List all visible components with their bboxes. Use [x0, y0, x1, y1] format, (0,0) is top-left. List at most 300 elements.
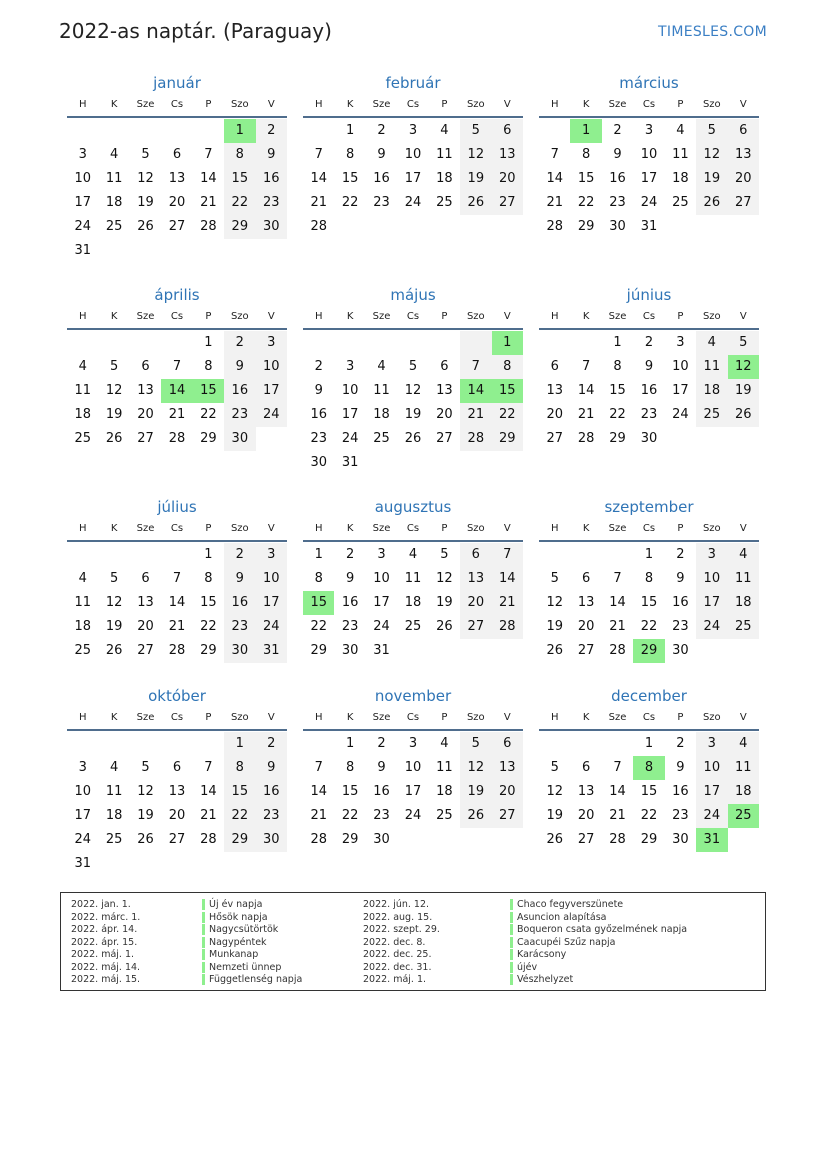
legend-date: 2022. szept. 29. — [363, 924, 440, 935]
day-cell: 11 — [436, 760, 453, 775]
day-cell: 23 — [224, 403, 255, 427]
day-cell: 10 — [404, 147, 422, 162]
day-cell: 24 — [256, 403, 287, 427]
weekday-label: V — [267, 523, 275, 534]
day-cell: 7 — [172, 359, 182, 374]
empty-day-cell — [67, 543, 98, 567]
day-cell: 25 — [436, 195, 453, 210]
day-cell: 12 — [696, 143, 727, 167]
empty-day-cell — [460, 331, 491, 355]
weekday-label: Sze — [372, 311, 391, 322]
weekday-label: V — [267, 712, 275, 723]
day-cell: 28 — [200, 832, 217, 847]
day-cell: 31 — [256, 639, 287, 663]
day-cell: 16 — [640, 383, 658, 398]
day-cell: 27 — [137, 643, 154, 658]
day-cell: 8 — [204, 359, 213, 374]
day-cell: 9 — [256, 143, 287, 167]
day-cell: 20 — [546, 407, 563, 422]
weekday-header — [303, 94, 523, 118]
day-cell: 14 — [168, 595, 186, 610]
weekday-label: K — [582, 99, 590, 110]
day-cell: 25 — [373, 431, 390, 446]
empty-day-cell — [161, 331, 192, 355]
day-cell: 22 — [200, 619, 217, 634]
day-cell: 26 — [404, 431, 422, 446]
weekday-label: Szo — [702, 712, 721, 723]
weekday-label: Szo — [230, 523, 249, 534]
page-title: 2022-as naptár. (Paraguay) — [59, 19, 332, 43]
weekday-label: Cs — [642, 311, 656, 322]
day-cell: 31 — [341, 455, 359, 470]
day-cell: 11 — [404, 571, 422, 586]
weekday-header — [303, 707, 523, 731]
weekday-label: Cs — [406, 712, 420, 723]
day-cell: 6 — [728, 119, 759, 143]
day-cell: 13 — [436, 383, 453, 398]
day-cell: 10 — [341, 383, 359, 398]
weekday-label: P — [677, 523, 684, 534]
day-cell: 6 — [460, 543, 491, 567]
day-cell: 29 — [640, 832, 658, 847]
weekday-label: H — [78, 99, 87, 110]
day-cell: 24 — [373, 619, 390, 634]
day-cell: 27 — [577, 643, 595, 658]
empty-day-cell — [429, 331, 460, 355]
day-cell: 24 — [404, 195, 422, 210]
day-cell: 27 — [546, 431, 563, 446]
legend-row — [202, 899, 302, 912]
day-cell: 5 — [141, 760, 150, 775]
legend-holiday-name: Új év napja — [202, 899, 262, 910]
day-cell: 28 — [310, 832, 327, 847]
weekday-label: V — [503, 311, 511, 322]
day-grid — [67, 543, 287, 663]
day-cell: 10 — [672, 359, 689, 374]
day-cell: 17 — [256, 379, 287, 403]
day-cell: 8 — [581, 147, 591, 162]
day-cell: 22 — [200, 407, 217, 422]
day-cell: 10 — [696, 756, 727, 780]
day-cell: 26 — [436, 619, 453, 634]
day-grid — [67, 331, 287, 451]
day-cell: 22 — [224, 191, 255, 215]
day-cell: 18 — [696, 379, 727, 403]
weekday-label: V — [503, 523, 511, 534]
month-name: november — [374, 687, 452, 705]
day-cell: 11 — [74, 595, 91, 610]
day-cell: 29 — [492, 427, 523, 451]
day-cell: 4 — [440, 736, 449, 751]
weekday-label: V — [739, 712, 747, 723]
month-calendar — [303, 685, 523, 852]
weekday-label: Cs — [406, 99, 420, 110]
day-cell: 15 — [200, 595, 217, 610]
day-cell: 13 — [728, 143, 759, 167]
day-cell: 18 — [672, 171, 689, 186]
weekday-label: H — [314, 99, 323, 110]
day-cell: 11 — [672, 147, 689, 162]
day-cell: 21 — [460, 403, 491, 427]
month-name: április — [154, 286, 200, 304]
day-cell: 25 — [728, 615, 759, 639]
weekday-label: K — [346, 523, 354, 534]
legend-date: 2022. dec. 25. — [363, 949, 432, 960]
day-cell: 2 — [676, 547, 685, 562]
weekday-label: V — [267, 99, 275, 110]
legend-row — [510, 962, 687, 975]
day-cell: 24 — [74, 832, 91, 847]
empty-day-cell — [303, 732, 334, 756]
day-cell: 5 — [109, 359, 119, 374]
month-name: szeptember — [604, 498, 694, 516]
empty-day-cell — [193, 119, 224, 143]
day-cell: 27 — [492, 191, 523, 215]
day-cell: 21 — [609, 808, 626, 823]
weekday-label: V — [739, 99, 747, 110]
day-cell: 16 — [224, 379, 255, 403]
day-cell: 12 — [105, 595, 123, 610]
weekday-label: Szo — [466, 311, 485, 322]
day-cell: 19 — [460, 780, 491, 804]
day-cell: 23 — [310, 431, 327, 446]
day-cell: 18 — [728, 780, 759, 804]
day-cell: 31 — [74, 856, 91, 871]
empty-day-cell — [98, 331, 129, 355]
weekday-header — [539, 707, 759, 731]
weekday-header — [539, 518, 759, 542]
day-cell: 2 — [644, 335, 654, 350]
day-cell: 19 — [105, 407, 123, 422]
day-cell: 23 — [256, 191, 287, 215]
day-cell: 13 — [577, 595, 595, 610]
day-cell: 26 — [546, 832, 563, 847]
day-cell: 16 — [672, 595, 689, 610]
day-cell: 20 — [137, 619, 154, 634]
day-cell: 8 — [492, 355, 523, 379]
day-cell: 8 — [644, 571, 654, 586]
day-cell: 25 — [672, 195, 689, 210]
legend-date: 2022. aug. 15. — [363, 911, 433, 923]
legend-row — [202, 974, 302, 987]
day-cell: 22 — [577, 195, 595, 210]
day-cell: 17 — [404, 171, 422, 186]
day-cell: 20 — [492, 780, 523, 804]
day-cell: 27 — [137, 431, 154, 446]
day-cell: 14 — [577, 383, 595, 398]
weekday-label: Sze — [136, 311, 155, 322]
day-cell: 4 — [696, 331, 727, 355]
legend-holiday-name: Függetlenség napja — [202, 974, 302, 985]
day-cell: 26 — [696, 191, 727, 215]
weekday-label: Cs — [406, 311, 420, 322]
weekday-label: V — [503, 712, 511, 723]
legend-row — [202, 962, 302, 975]
holiday-day-cell: 12 — [728, 355, 759, 379]
legend-holiday-name: Chaco fegyverszünete — [510, 899, 623, 910]
day-cell: 13 — [460, 567, 491, 591]
empty-day-cell — [161, 543, 192, 567]
day-cell: 23 — [224, 615, 255, 639]
day-cell: 28 — [168, 643, 186, 658]
day-cell: 14 — [200, 171, 217, 186]
day-cell: 8 — [224, 756, 255, 780]
weekday-label: H — [550, 99, 559, 110]
day-cell: 19 — [105, 619, 123, 634]
day-cell: 9 — [676, 571, 685, 586]
weekday-label: Sze — [608, 311, 627, 322]
weekday-label: Szo — [466, 99, 485, 110]
day-cell: 13 — [137, 595, 154, 610]
legend-holiday-name: Karácsony — [510, 949, 566, 960]
day-cell: 1 — [644, 547, 654, 562]
day-cell: 20 — [168, 808, 186, 823]
day-cell: 2 — [377, 123, 386, 138]
month-calendar — [539, 496, 759, 663]
empty-day-cell — [570, 331, 601, 355]
day-cell: 11 — [373, 383, 390, 398]
weekday-label: K — [110, 311, 118, 322]
month-name: december — [611, 687, 687, 705]
month-name: január — [153, 74, 201, 92]
day-cell: 2 — [224, 543, 255, 567]
site-logo-link[interactable]: TIMESLES.COM — [658, 24, 767, 40]
weekday-label: Cs — [170, 523, 184, 534]
empty-day-cell — [539, 331, 570, 355]
day-cell: 15 — [341, 171, 359, 186]
legend-row — [510, 937, 687, 950]
day-cell: 24 — [696, 804, 727, 828]
day-cell: 21 — [577, 407, 595, 422]
weekday-label: K — [346, 712, 354, 723]
legend-date-column — [363, 899, 440, 987]
weekday-label: Sze — [608, 712, 627, 723]
day-cell: 18 — [436, 784, 453, 799]
holiday-day-cell: 1 — [570, 119, 601, 143]
day-cell: 16 — [256, 780, 287, 804]
day-cell: 25 — [696, 403, 727, 427]
day-cell: 16 — [256, 167, 287, 191]
day-cell: 27 — [728, 191, 759, 215]
day-cell: 30 — [256, 828, 287, 852]
day-cell: 7 — [314, 147, 323, 162]
day-cell: 28 — [168, 431, 186, 446]
legend-date: 2022. jún. 12. — [363, 899, 430, 910]
day-cell: 23 — [640, 407, 658, 422]
weekday-label: H — [314, 712, 323, 723]
weekday-label: Cs — [170, 712, 184, 723]
day-cell: 15 — [224, 167, 255, 191]
day-cell: 30 — [310, 455, 327, 470]
weekday-label: K — [346, 99, 354, 110]
day-cell: 20 — [168, 195, 186, 210]
day-cell: 26 — [137, 832, 154, 847]
day-cell: 3 — [696, 732, 727, 756]
weekday-label: Szo — [230, 99, 249, 110]
day-cell: 19 — [137, 195, 154, 210]
weekday-label: Cs — [642, 712, 656, 723]
day-cell: 22 — [640, 619, 658, 634]
day-cell: 20 — [577, 808, 595, 823]
day-cell: 9 — [377, 147, 386, 162]
empty-day-cell — [397, 331, 428, 355]
day-grid — [303, 119, 523, 239]
weekday-label: P — [677, 712, 684, 723]
weekday-header — [303, 518, 523, 542]
weekday-label: V — [267, 311, 275, 322]
day-cell: 22 — [341, 195, 359, 210]
day-cell: 17 — [341, 407, 359, 422]
month-calendar — [539, 72, 759, 239]
day-cell: 12 — [436, 571, 453, 586]
legend-date: 2022. dec. 31. — [363, 961, 432, 973]
legend-holiday-name: Nemzeti ünnep — [202, 962, 281, 973]
day-cell: 11 — [105, 171, 123, 186]
day-cell: 7 — [492, 543, 523, 567]
day-cell: 7 — [613, 760, 622, 775]
day-grid — [303, 543, 523, 663]
day-grid — [303, 331, 523, 475]
legend-row — [202, 912, 302, 925]
empty-day-cell — [193, 732, 224, 756]
day-grid — [67, 119, 287, 263]
day-cell: 4 — [78, 359, 87, 374]
day-cell: 9 — [314, 383, 323, 398]
weekday-label: Cs — [642, 523, 656, 534]
holiday-day-cell: 25 — [728, 804, 759, 828]
legend-date: 2022. márc. 1. — [71, 911, 141, 923]
day-cell: 3 — [78, 147, 87, 162]
day-cell: 18 — [373, 407, 390, 422]
day-cell: 21 — [492, 591, 523, 615]
day-cell: 16 — [672, 784, 689, 799]
day-cell: 21 — [200, 195, 217, 210]
day-cell: 9 — [256, 756, 287, 780]
day-cell: 2 — [345, 547, 355, 562]
day-cell: 9 — [345, 571, 355, 586]
day-cell: 28 — [492, 615, 523, 639]
month-calendar — [539, 685, 759, 852]
day-cell: 3 — [256, 331, 287, 355]
day-cell: 5 — [728, 331, 759, 355]
weekday-header — [67, 707, 287, 731]
day-grid — [539, 331, 759, 451]
day-cell: 8 — [224, 143, 255, 167]
day-cell: 27 — [436, 431, 453, 446]
weekday-label: Cs — [170, 311, 184, 322]
empty-day-cell — [539, 732, 570, 756]
day-cell: 1 — [204, 547, 213, 562]
weekday-label: K — [110, 99, 118, 110]
day-cell: 17 — [404, 784, 422, 799]
day-cell: 19 — [546, 808, 563, 823]
day-cell: 14 — [609, 784, 626, 799]
legend-holiday-name: Nagycsütörtök — [202, 924, 278, 935]
day-cell: 13 — [577, 784, 595, 799]
day-cell: 2 — [256, 119, 287, 143]
day-cell: 26 — [460, 191, 491, 215]
weekday-header — [67, 306, 287, 330]
day-cell: 1 — [613, 335, 622, 350]
legend-holiday-name: Munkanap — [202, 949, 258, 960]
holiday-day-cell: 14 — [161, 379, 192, 403]
day-cell: 17 — [672, 383, 689, 398]
legend-holiday-name: Boqueron csata győzelmének napja — [510, 924, 687, 935]
month-calendar — [303, 72, 523, 239]
day-cell: 27 — [168, 832, 186, 847]
day-cell: 1 — [204, 335, 213, 350]
day-cell: 30 — [373, 832, 390, 847]
day-cell: 29 — [200, 431, 217, 446]
day-grid — [539, 543, 759, 663]
day-cell: 15 — [341, 784, 359, 799]
weekday-header — [539, 306, 759, 330]
day-cell: 12 — [137, 784, 154, 799]
weekday-label: Sze — [372, 99, 391, 110]
day-cell: 6 — [550, 359, 559, 374]
holiday-legend — [60, 892, 766, 991]
day-cell: 20 — [492, 167, 523, 191]
day-cell: 8 — [345, 760, 355, 775]
day-cell: 23 — [341, 619, 359, 634]
day-cell: 26 — [546, 643, 563, 658]
day-cell: 29 — [310, 643, 327, 658]
day-cell: 19 — [696, 167, 727, 191]
legend-row — [202, 949, 302, 962]
weekday-label: P — [677, 311, 684, 322]
day-cell: 11 — [728, 756, 759, 780]
weekday-label: P — [441, 99, 448, 110]
day-cell: 24 — [672, 407, 689, 422]
day-cell: 10 — [256, 567, 287, 591]
day-cell: 19 — [404, 407, 422, 422]
day-cell: 1 — [345, 736, 355, 751]
empty-day-cell — [130, 732, 161, 756]
weekday-label: P — [441, 712, 448, 723]
legend-name-column — [510, 899, 687, 987]
day-cell: 3 — [256, 543, 287, 567]
weekday-header — [67, 94, 287, 118]
day-cell: 5 — [550, 571, 559, 586]
legend-date: 2022. máj. 1. — [363, 974, 427, 985]
day-cell: 6 — [581, 760, 591, 775]
day-cell: 22 — [492, 403, 523, 427]
day-cell: 13 — [492, 143, 523, 167]
weekday-label: Sze — [608, 523, 627, 534]
day-cell: 30 — [609, 219, 626, 234]
day-cell: 25 — [105, 832, 123, 847]
empty-day-cell — [67, 119, 98, 143]
day-cell: 9 — [224, 567, 255, 591]
month-calendar — [67, 496, 287, 663]
day-cell: 21 — [310, 195, 327, 210]
day-cell: 19 — [546, 619, 563, 634]
day-cell: 7 — [550, 147, 559, 162]
empty-day-cell — [67, 732, 98, 756]
day-cell: 27 — [168, 219, 186, 234]
weekday-label: Szo — [702, 523, 721, 534]
day-cell: 5 — [440, 547, 449, 562]
empty-day-cell — [366, 331, 397, 355]
empty-day-cell — [98, 119, 129, 143]
day-cell: 22 — [341, 808, 359, 823]
day-cell: 7 — [613, 571, 622, 586]
weekday-label: P — [205, 712, 212, 723]
day-cell: 5 — [109, 571, 119, 586]
day-cell: 21 — [168, 619, 186, 634]
day-cell: 15 — [609, 383, 626, 398]
day-cell: 28 — [546, 219, 563, 234]
